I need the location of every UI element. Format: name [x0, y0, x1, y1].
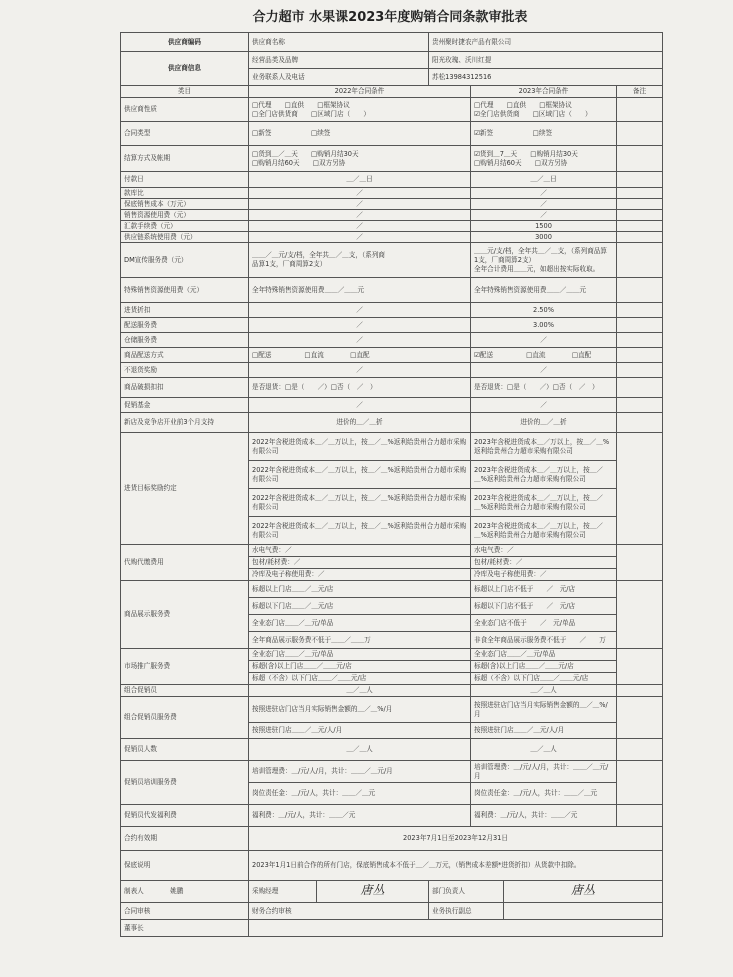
supplier-name-label: 供应商名称	[249, 33, 429, 52]
finance-review-label: 财务合约审核	[249, 903, 429, 920]
display-fee-2022: 标超以上门店＿＿／＿元/店	[249, 581, 471, 598]
header-remark: 备注	[617, 86, 663, 98]
simple-row-label: 汇款手续费（元）	[121, 221, 249, 232]
form-title: 合力超市 水果课2023年度购销合同条款审批表	[252, 10, 528, 25]
new-store-label: 新店及竞争店开业前3个月支持	[121, 413, 249, 433]
no-return-label: 不退货奖励	[121, 363, 249, 378]
dm-2023-line2: 1支，厂商周算2支）	[474, 255, 536, 264]
simple-row-label: 供应链系统使用费（元）	[121, 232, 249, 243]
contact-value: 苏松13984312516	[429, 69, 663, 86]
settlement-2023-line1: ☑货到＿7＿天 □购销月结30天	[474, 149, 578, 158]
remark-cell	[617, 739, 663, 761]
promoter-fee-label: 组合促销员服务费	[121, 697, 249, 739]
simple-row-2023: ／	[471, 199, 617, 210]
market-fee-2023: 标超(含)以上门店＿＿／＿＿元/店	[471, 661, 617, 673]
remark-cell	[617, 146, 663, 172]
simple-row-2022: ／	[249, 232, 471, 243]
supplier-nature-2022-line2: □全门店供货商 □区域门店（ ）	[252, 109, 370, 118]
promoter-label: 组合促销员	[121, 685, 249, 697]
remark-cell	[617, 348, 663, 363]
supplier-nature-label: 供应商性质	[121, 98, 249, 122]
remark-cell	[617, 761, 663, 805]
promoter-fee-2023: 按照进驻店门店当月实际销售金额的＿／＿%/月	[471, 697, 617, 723]
display-fee-2022: 全业态门店＿＿／＿元/单品	[249, 615, 471, 632]
settlement-2022-line2: □购销月结60天 □双方另协	[252, 158, 346, 167]
remark-cell	[617, 199, 663, 210]
damage-label: 商品破损扣扣	[121, 378, 249, 398]
chairman-label: 董事长	[121, 920, 249, 937]
proxy-fee-2022: 冷库及电子称使用费：／	[249, 569, 471, 581]
remark-cell	[617, 210, 663, 221]
simple-row-label: 保底销售成本（万元）	[121, 199, 249, 210]
delivery-mode-2023: ☑配送 □直流 □直配	[471, 348, 617, 363]
market-fee-2022: 标超(含)以上门店＿＿／＿＿元/店	[249, 661, 471, 673]
promo-fund-2022: ／	[249, 398, 471, 413]
category-label: 经营品类及品牌	[249, 52, 429, 69]
simple-row-label: 销售资源使用费（元）	[121, 210, 249, 221]
business-vp-sign	[504, 903, 663, 920]
no-return-2023: ／	[471, 363, 617, 378]
damage-2023: 是否退货：□是（ ／）□否（ ／ ）	[471, 378, 617, 398]
no-return-2022: ／	[249, 363, 471, 378]
proxy-fee-2023: 包材/耗材费：／	[471, 557, 617, 569]
promoter-count-label: 促销员人数	[121, 739, 249, 761]
validity-label: 合约有效期	[121, 827, 249, 851]
dm-2022-line2: 品算1支，厂商周算2支）	[252, 260, 327, 268]
welfare-fee-2022: 福利费：＿/元/人，共计：＿＿／元	[249, 805, 471, 827]
remark-cell	[617, 243, 663, 278]
promo-fund-2023: ／	[471, 398, 617, 413]
remark-cell	[617, 363, 663, 378]
simple-row-2023: ／	[471, 210, 617, 221]
signature-1: 唐丛	[360, 883, 385, 897]
damage-2022: 是否退货：□是（ ／）□否（ ／ ）	[249, 378, 471, 398]
simple-row-2022: ／	[249, 188, 471, 199]
new-store-2022: 进价的＿／＿折	[249, 413, 471, 433]
remark-cell	[617, 378, 663, 398]
purchase-target-2022: 2022年含税进货成本＿／＿万以上，按＿／＿%返利给贵州合力超市采购有限公司	[249, 461, 471, 489]
guarantee-label: 保底说明	[121, 851, 249, 881]
simple-row-label: 款库比	[121, 188, 249, 199]
promoter-fee-2023: 按照进驻门店＿＿／＿元/人/月	[471, 723, 617, 739]
supplier-info-label: 供应商信息	[121, 52, 249, 86]
purchase-target-label: 进货目标奖励约定	[121, 433, 249, 545]
supplier-nature-2023-line1: □代理 □直供 □框架协议	[474, 100, 572, 109]
remark-cell	[617, 221, 663, 232]
display-fee-2022: 全年商品展示服务费不低于＿＿／＿＿万	[249, 632, 471, 649]
category-value: 阳光玫瑰、沃川红提	[429, 52, 663, 69]
display-fee-2022: 标超以下门店＿＿／＿元/店	[249, 598, 471, 615]
promo-fund-label: 促销基金	[121, 398, 249, 413]
new-store-2023: 进价的＿／＿折	[471, 413, 617, 433]
dm-label: DM宣传服务费（元）	[121, 243, 249, 278]
training-fee-2023: 培训管理费：＿/元/人/月，共计：＿＿／＿元/月	[471, 761, 617, 783]
training-fee-2023: 岗位责任金：＿/元/人，共计：＿＿／＿元	[471, 783, 617, 805]
remark-cell	[617, 98, 663, 122]
display-fee-2023: 标超以上门店不低于 ／ 元/店	[471, 581, 617, 598]
promoter-2022: ＿／＿人	[249, 685, 471, 697]
promoter-count-2022: ＿／＿人	[249, 739, 471, 761]
header-2023: 2023年合同条件	[471, 86, 617, 98]
contract-type-2022: □新签 □续签	[249, 122, 471, 146]
rate-row-2023: 3.00%	[471, 318, 617, 333]
display-fee-2023: 全业态门店不低于 ／ 元/单品	[471, 615, 617, 632]
settlement-label: 结算方式及帐期	[121, 146, 249, 172]
purchase-target-2023: 2023年含税进货成本＿／＿万以上，按＿／＿%返利给贵州合力超市采购有限公司	[471, 517, 617, 545]
purchase-target-2023: 2023年含税进货成本＿／＿万以上，按＿／＿%返利给贵州合力超市采购有限公司	[471, 461, 617, 489]
header-2022: 2022年合同条件	[249, 86, 471, 98]
remark-cell	[617, 413, 663, 433]
purchase-target-2022: 2022年含税进货成本＿／＿万以上，按＿／＿%返利给贵州合力超市采购有限公司	[249, 517, 471, 545]
dm-2023	[471, 243, 617, 278]
delivery-mode-2022: □配送 □直流 □直配	[249, 348, 471, 363]
delivery-mode-label: 商品配送方式	[121, 348, 249, 363]
review-label: 合同审核	[121, 903, 249, 920]
rate-row-2023: 2.50%	[471, 303, 617, 318]
supplier-code-label: 供应商编码	[121, 33, 249, 52]
dept-head-sign	[504, 881, 663, 903]
special-resource-2022: 全年特殊销售资源使用费＿＿／＿＿元	[249, 278, 471, 303]
training-fee-label: 促销员培训服务费	[121, 761, 249, 805]
simple-row-2023: 3000	[471, 232, 617, 243]
market-fee-label: 市场推广服务费	[121, 649, 249, 685]
rate-row-2023: ／	[471, 333, 617, 348]
simple-row-2022: ／	[249, 210, 471, 221]
remark-cell	[617, 433, 663, 545]
signature-2: 唐丛	[570, 883, 595, 897]
payment-day-2023: ＿／＿日	[471, 172, 617, 188]
simple-row-2022: ／	[249, 221, 471, 232]
supplier-nature-2023	[471, 98, 617, 122]
settlement-2022	[249, 146, 471, 172]
approval-table	[120, 32, 663, 937]
remark-cell	[617, 685, 663, 697]
remark-cell	[617, 333, 663, 348]
rate-row-2022: ／	[249, 318, 471, 333]
supplier-nature-2022-line1: □代理 □直供 □框架协议	[252, 100, 350, 109]
validity-value: 2023年7月1日至2023年12月31日	[249, 827, 663, 851]
remark-cell	[617, 581, 663, 649]
contact-label: 业务联系人及电话	[249, 69, 429, 86]
supplier-nature-2023-line2: ☑全门店供货商 □区域门店（ ）	[474, 109, 592, 118]
purchase-manager-label: 采购经理	[249, 881, 317, 903]
purchase-target-2022: 2022年含税进货成本＿／＿万以上，按＿／＿%返利给贵州合力超市采购有限公司	[249, 433, 471, 461]
market-fee-2023: 全业态门店＿＿／＿元/单品	[471, 649, 617, 661]
proxy-fee-2023: 水电气费：／	[471, 545, 617, 557]
purchase-manager-sign	[317, 881, 429, 903]
dm-2023-line3: 全年合计费用＿＿元，如超出按实际收取。	[474, 264, 600, 273]
display-fee-2023: 标超以下门店不低于 ／ 元/店	[471, 598, 617, 615]
proxy-fee-2022: 包材/耗材费：／	[249, 557, 471, 569]
remark-cell	[617, 232, 663, 243]
rate-row-2022: ／	[249, 333, 471, 348]
proxy-fee-2022: 水电气费：／	[249, 545, 471, 557]
remark-cell	[617, 318, 663, 333]
proxy-fee-2023: 冷库及电子称使用费：／	[471, 569, 617, 581]
welfare-fee-2023: 福利费：＿/元/人，共计：＿＿／元	[471, 805, 617, 827]
simple-row-2022: ／	[249, 199, 471, 210]
settlement-2022-line1: □货到＿／＿天 □购销月结30天	[252, 149, 359, 158]
settlement-2023	[471, 146, 617, 172]
maker-value: 姚鹏	[170, 887, 184, 895]
display-fee-2023: 非食全年商品展示服务费不低于 ／ 万	[471, 632, 617, 649]
remark-cell	[617, 649, 663, 685]
remark-cell	[617, 303, 663, 318]
maker-cell	[121, 881, 249, 903]
display-fee-label: 商品展示服务费	[121, 581, 249, 649]
rate-row-label: 配送服务费	[121, 318, 249, 333]
supplier-name-value: 贵州聚时捷农产品有限公司	[429, 33, 663, 52]
payment-day-label: 付款日	[121, 172, 249, 188]
business-vp-label: 业务执行副总	[429, 903, 504, 920]
guarantee-value: 2023年1月1日前合作的所有门店，保底销售成本不低于＿／＿万元，（销售成本差额*进货折扣）从货款中扣除。	[249, 851, 663, 881]
remark-cell	[617, 172, 663, 188]
promoter-2023: ＿／＿人	[471, 685, 617, 697]
simple-row-2023: ／	[471, 188, 617, 199]
settlement-2023-line2: □购销月结60天 □双方另协	[474, 158, 568, 167]
remark-cell	[617, 278, 663, 303]
special-resource-2023: 全年特殊销售资源使用费＿＿／＿＿元	[471, 278, 617, 303]
purchase-target-2022: 2022年含税进货成本＿／＿万以上，按＿／＿%返利给贵州合力超市采购有限公司	[249, 489, 471, 517]
welfare-fee-label: 促销员代发福利费	[121, 805, 249, 827]
dm-2022	[249, 243, 471, 278]
simple-row-2023: 1500	[471, 221, 617, 232]
contract-type-label: 合同类型	[121, 122, 249, 146]
dm-2022-line1: ＿＿／＿元/支/档，全年共＿／＿支，（系列商	[252, 251, 386, 259]
market-fee-2022: 全业态门店＿＿／＿元/单品	[249, 649, 471, 661]
maker-label: 制表人	[124, 887, 144, 895]
remark-cell	[617, 122, 663, 146]
special-resource-label: 特殊销售资源使用费（元）	[121, 278, 249, 303]
payment-day-2022: ＿／＿日	[249, 172, 471, 188]
proxy-fee-label: 代购代缴费用	[121, 545, 249, 581]
training-fee-2022: 培训管理费：＿/元/人/月，共计：＿＿／＿元/月	[249, 761, 471, 783]
supplier-nature-2022	[249, 98, 471, 122]
contract-type-2023: ☑新签 □续签	[471, 122, 617, 146]
header-category: 类目	[121, 86, 249, 98]
rate-row-2022: ／	[249, 303, 471, 318]
market-fee-2022: 标超（不含）以下门店＿＿／＿＿元/店	[249, 673, 471, 685]
purchase-target-2023: 2023年含税进货成本＿／万以上，按＿／＿%返利给贵州合力超市采购有限公司	[471, 433, 617, 461]
purchase-target-2023: 2023年含税进货成本＿／＿万以上，按＿／＿%返利给贵州合力超市采购有限公司	[471, 489, 617, 517]
remark-cell	[617, 398, 663, 413]
promoter-fee-2022: 按照进驻门店＿＿／＿元/人/月	[249, 723, 471, 739]
rate-row-label: 仓储服务费	[121, 333, 249, 348]
rate-row-label: 进货折扣	[121, 303, 249, 318]
remark-cell	[617, 697, 663, 739]
remark-cell	[617, 545, 663, 581]
promoter-count-2023: ＿／＿人	[471, 739, 617, 761]
chairman-sign	[249, 920, 663, 937]
dm-2023-line1: ＿＿元/支/档，全年共＿／＿支，（系列商品算	[474, 246, 608, 255]
training-fee-2022: 岗位责任金：＿/元/人，共计：＿＿／＿元	[249, 783, 471, 805]
market-fee-2023: 标超（不含）以下门店＿＿／＿＿元/店	[471, 673, 617, 685]
remark-cell	[617, 188, 663, 199]
remark-cell	[617, 805, 663, 827]
promoter-fee-2022: 按照进驻店门店当月实际销售金额的＿／＿%/月	[249, 697, 471, 723]
dept-head-label: 部门负责人	[429, 881, 504, 903]
